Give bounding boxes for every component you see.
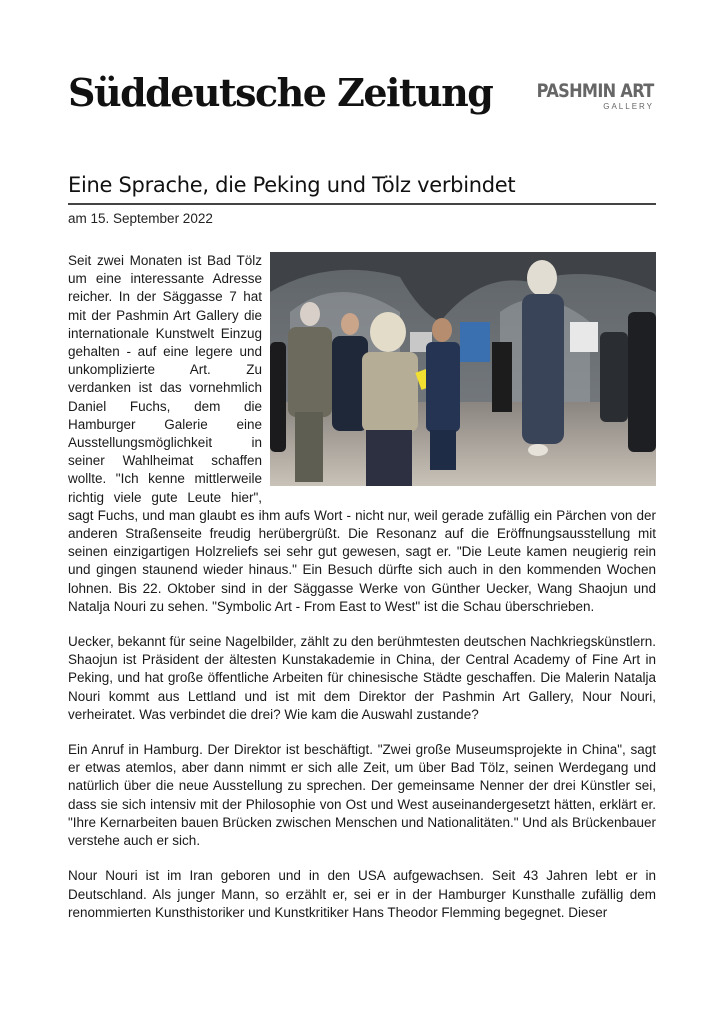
article-paragraph: Uecker, bekannt für seine Nagelbilder, zählt zu den berühmtesten deutschen Nachkriegskünstlern. Shaojun ist Präsident der ältesten Kunstakademie in China, der Central Academy of Fine Art in Peking, und hat große öffentliche Arbeiten für chinesische Städte geschaffen. Die Malerin Natalja Nouri kommt aus Lettland und ist mit dem Direktor der Pashmin Art Gallery, Nour Nouri, verheiratet. Was verbindet die drei? Wie kam die Auswahl zustande? — [68, 634, 656, 722]
gallery-event-photo — [270, 252, 656, 486]
article-paragraph: Seit zwei Monaten ist Bad Tölz um eine interessante Adresse reicher. In der Säggasse 7 hat mit der Pashmin Art Gallery die internationale Kunstwelt Einzug gehalten - auf eine legere und unkomplizierte Art. Zu verdanken ist das vornehmlich Daniel Fuchs, dem die Hamburger Galerie eine Ausstellungsmöglichkeit in seiner Wahlheimat schaffen wollte. "Ich kenne mittlerweile richtig viele gute Leute hier", sagt Fuchs, und man glaubt es ihm aufs Wort - nicht nur, weil gerade zufällig ein Pärchen von der anderen Straßenseite freudig herübergrüßt. Die Resonanz auf die Eröffnungsausstellung mit seinen einzigartigen Holzreliefs sei sehr gut gewesen, sagt er. "Die Leute kamen neugierig rein und gingen staunend wieder hinaus." Ein Besuch dürfte sich auch in den kommenden Wochen lohnen. Bis 22. Oktober sind in der Säggasse Werke von Günther Uecker, Wang Shaojun und Natalja Nouri zu sehen. "Symbolic Art - From East to West" ist die Schau überschrieben. — [68, 253, 656, 614]
title-divider — [68, 203, 656, 205]
article-paragraph: Nour Nouri ist im Iran geboren und in den USA aufgewachsen. Seit 43 Jahren lebt er in Deutschland. Als junger Mann, so erzählt er, sei er in der Hamburger Kunsthalle zufällig dem renommierten Kunsthistoriker und Kunstkritiker Hans Theodor Flemming begegnet. Dieser — [68, 868, 656, 920]
gallery-logo-subtitle: GALLERY — [603, 102, 654, 111]
article-date: am 15. September 2022 — [68, 211, 213, 226]
gallery-logo-name: PASHMIN ART — [537, 80, 654, 102]
newspaper-masthead-logo: Süddeutsche Zeitung — [68, 70, 493, 115]
article-body — [68, 252, 656, 939]
photo-illustration — [270, 252, 656, 486]
article-title: Eine Sprache, die Peking und Tölz verbindet — [68, 173, 516, 197]
article-paragraph: Ein Anruf in Hamburg. Der Direktor ist beschäftigt. "Zwei große Museumsprojekte in China", sagt er etwas atemlos, aber dann nimmt er sich alle Zeit, um über Bad Tölz, seinen Werdegang und natürlich über die neue Ausstellung zu sprechen. Der gemeinsame Nenner der drei Künstler sei, dass sie sich intensiv mit der Philosophie von Ost und West auseinandergesetzt hätten, erklärt er. "Ihre Kernarbeiten bauen Brücken zwischen Menschen und Nationalitäten." Und als Brückenbauer verstehe auch er sich. — [68, 742, 656, 849]
gallery-logo — [516, 82, 654, 111]
